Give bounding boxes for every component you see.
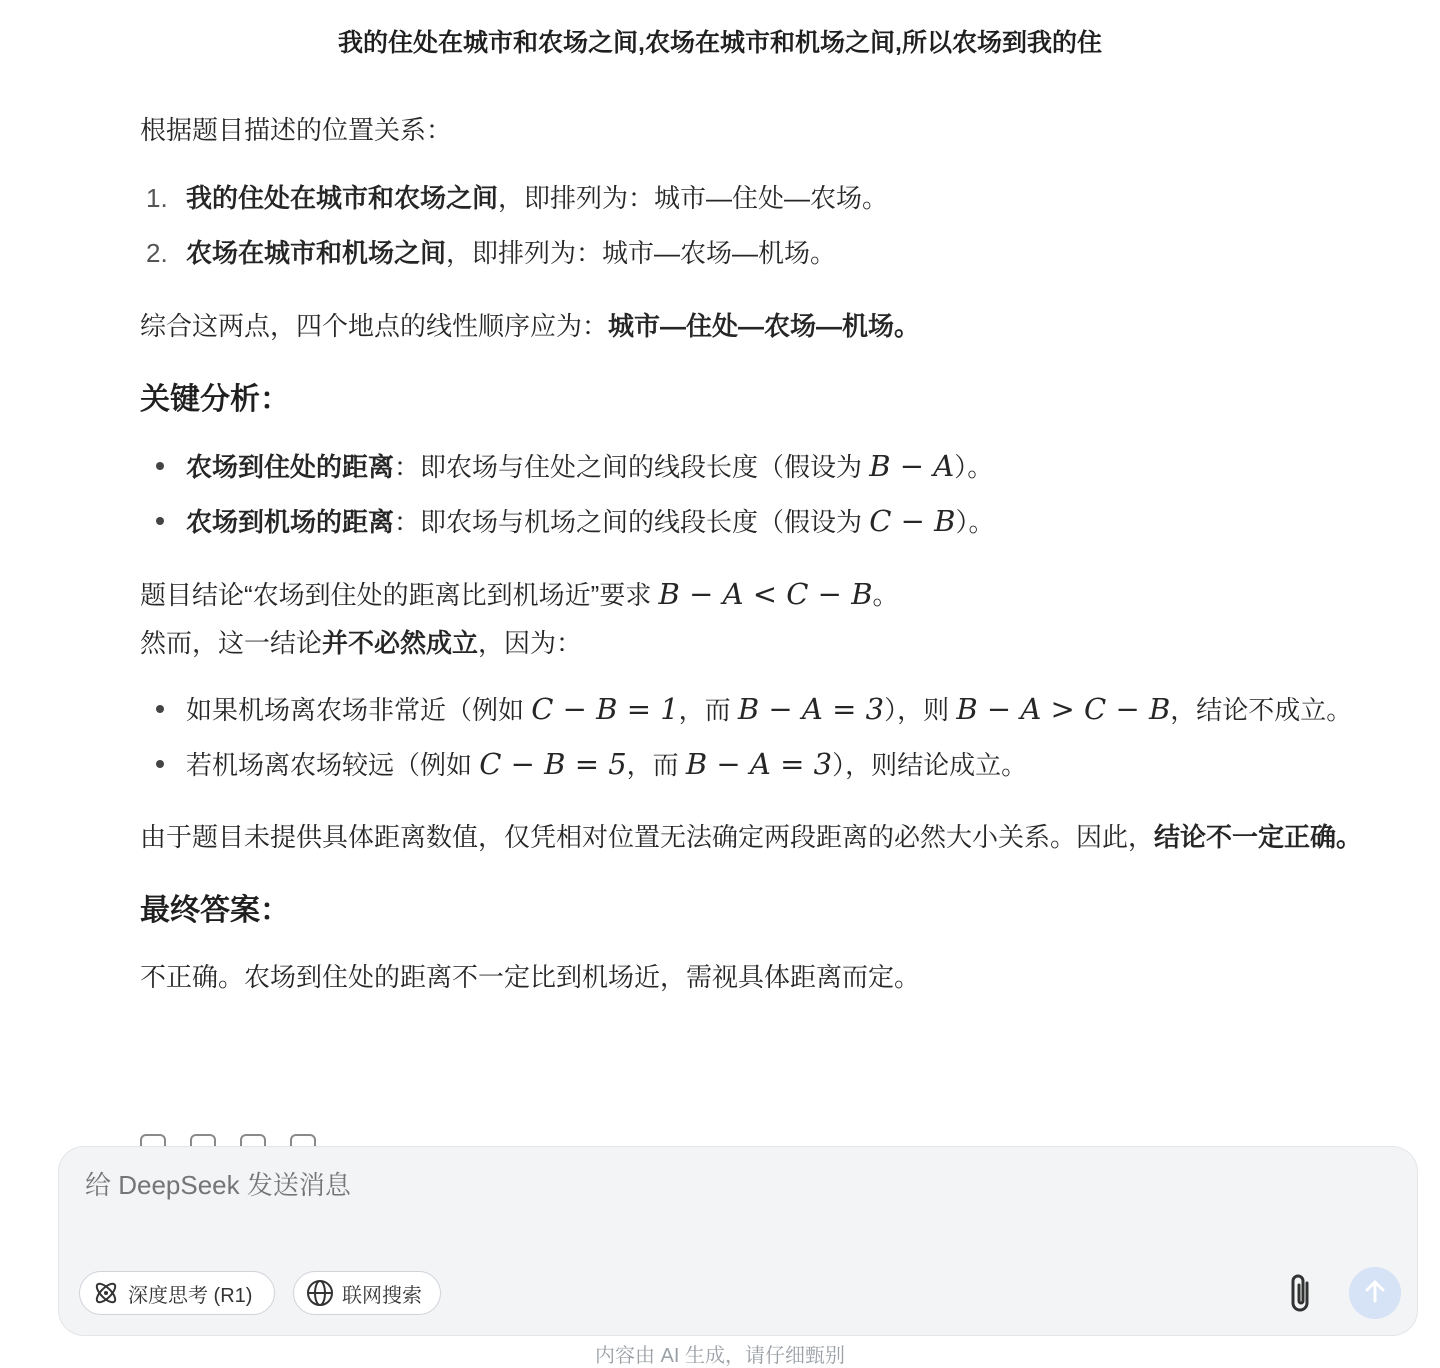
bullet-dot: [156, 760, 164, 768]
arrow-up-icon: [1362, 1278, 1388, 1309]
key-bullets: [140, 442, 1390, 546]
math-expr: C − B = 1: [531, 692, 679, 726]
position-steps: [140, 174, 1390, 277]
atom-icon: [92, 1279, 120, 1307]
globe-icon: [306, 1279, 334, 1307]
list-item: 农场到机场的距离：即农场与机场之间的线段长度（假设为 C − B）。: [140, 497, 1390, 546]
assistant-message: [140, 106, 1390, 1001]
web-search-button[interactable]: [293, 1271, 441, 1315]
list-number: 1.: [146, 183, 168, 213]
deep-think-button[interactable]: [79, 1271, 275, 1315]
web-search-label: 联网搜索: [342, 1284, 422, 1307]
final-answer-text: 不正确。农场到住处的距离不一定比到机场近，需视具体距离而定。: [140, 962, 921, 992]
conclusion-text: 题目结论“农场到住处的距离比到机场近”要求 B − A < C − B。: [140, 577, 899, 611]
math-expr: C − B = 5: [479, 747, 627, 781]
step-text: ，即排列为：城市—住处—农场。: [498, 183, 889, 213]
deep-think-label: 深度思考 (R1): [128, 1284, 253, 1307]
order-bold: 城市—住处—农场—机场: [608, 311, 895, 341]
summary-bold: 结论不一定正确: [1154, 822, 1337, 852]
paperclip-icon[interactable]: [1281, 1271, 1321, 1315]
ai-disclaimer: 内容由 AI 生成，请仔细甄别: [594, 1345, 845, 1367]
bullet-dot: [156, 705, 164, 713]
intro-text: 根据题目描述的位置关系：: [140, 115, 453, 145]
bullet-dot: [156, 462, 164, 470]
send-button[interactable]: [1349, 1267, 1401, 1319]
math-expr: B − A < C − B: [658, 577, 873, 611]
math-expr: C − B: [869, 504, 956, 538]
math-expr: B − A = 3: [737, 692, 885, 726]
step-text: ，即排列为：城市—农场—机场。: [446, 238, 837, 268]
example-bullets: [140, 685, 1390, 789]
order-text: 综合这两点，四个地点的线性顺序应为：城市—住处—农场—机场。: [140, 311, 921, 341]
math-expr: B − A: [869, 449, 955, 483]
list-item: [140, 229, 1390, 277]
list-item: 若机场离农场较远（例如 C − B = 5，而 B − A = 3），则结论成立。: [140, 740, 1390, 789]
message-input[interactable]: [83, 1169, 1287, 1202]
list-item: [140, 174, 1390, 222]
header-fade: [0, 62, 1440, 86]
step-bold: 农场在城市和机场之间: [186, 238, 447, 268]
chat-header: [0, 0, 1440, 86]
list-item: 农场到住处的距离：即农场与住处之间的线段长度（假设为 B − A）。: [140, 442, 1390, 491]
however-text: 然而，这一结论并不必然成立，因为：: [140, 628, 583, 658]
list-item: 如果机场离农场非常近（例如 C − B = 1，而 B − A = 3），则 B − A > C − B，结论不成立。: [140, 685, 1390, 734]
chat-title[interactable]: 我的住处在城市和农场之间,农场在城市和机场之间,所以农场到我的住: [338, 29, 1102, 57]
final-answer-heading: 最终答案：: [140, 894, 290, 927]
step-bold: 我的住处在城市和农场之间: [186, 183, 499, 213]
message-composer: [58, 1146, 1418, 1336]
list-number: 2.: [146, 238, 168, 268]
key-analysis-heading: 关键分析：: [140, 383, 290, 416]
math-expr: B − A > C − B: [956, 692, 1171, 726]
bullet-dot: [156, 517, 164, 525]
math-expr: B − A = 3: [685, 747, 833, 781]
summary-text: 由于题目未提供具体距离数值，仅凭相对位置无法确定两段距离的必然大小关系。因此，结论不一定正确。: [140, 822, 1363, 852]
